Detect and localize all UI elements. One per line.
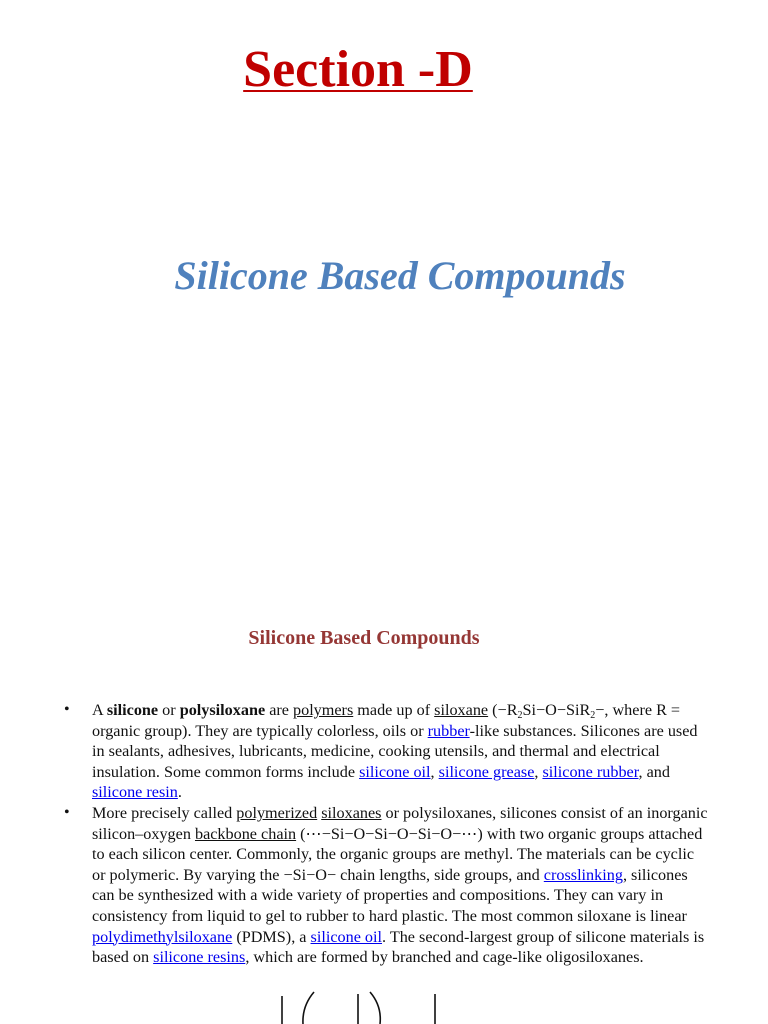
underlined-polymers: polymers bbox=[293, 701, 354, 719]
text: (⋯−Si−O−Si−O−Si−O−⋯) with two organic groups attached to each silicon center. Commonly, the organic groups are methyl. The materials can be cyclic or polymeric. By varying the −Si−O− chain lengths, side groups, and bbox=[92, 824, 703, 884]
bullet-item-silicone-definition bbox=[60, 700, 710, 803]
main-title: Silicone Based Compounds bbox=[174, 253, 626, 298]
text: , and bbox=[638, 762, 670, 781]
link-silicone-resins[interactable]: silicone resins bbox=[153, 948, 246, 967]
text: , which are formed by branched and cage-like oligosiloxanes. bbox=[245, 948, 644, 967]
text: . bbox=[177, 783, 182, 802]
link-silicone-oil-2[interactable]: silicone oil bbox=[310, 927, 383, 946]
subscript: 2 bbox=[590, 710, 596, 721]
text: , silicones can be synthesized with a wide variety of properties and compositions. They can vary in consistency from liquid to gel to rubber to hard plastic. The most common siloxane is linear bbox=[92, 865, 688, 925]
term-silicone: silicone bbox=[106, 701, 159, 719]
text: −, where R = organic group). They are typically colorless, oils or bbox=[92, 701, 681, 740]
underlined-siloxanes: siloxanes bbox=[321, 803, 382, 822]
bullet-dot: • bbox=[64, 803, 70, 821]
underlined-siloxane: siloxane bbox=[434, 701, 489, 719]
link-polydimethylsiloxane[interactable]: polydimethylsiloxane bbox=[92, 927, 233, 946]
bullet-item-siloxane-structure bbox=[60, 803, 710, 968]
link-silicone-rubber[interactable]: silicone rubber bbox=[542, 762, 639, 781]
text: or bbox=[158, 701, 180, 719]
siloxane-structure-diagram-fragment bbox=[270, 988, 450, 1024]
text: More precisely called bbox=[92, 803, 237, 822]
underlined-polymerized: polymerized bbox=[236, 803, 318, 822]
text: Si−O−SiR bbox=[522, 701, 591, 719]
bullet-list bbox=[60, 700, 710, 968]
text: or polysiloxanes, silicones consist of an inorganic silicon–oxygen bbox=[92, 803, 708, 843]
link-silicone-grease[interactable]: silicone grease bbox=[438, 762, 535, 781]
section-title: Section -D bbox=[243, 41, 473, 98]
bullet-dot: • bbox=[64, 701, 70, 718]
link-silicone-resin[interactable]: silicone resin bbox=[92, 783, 178, 802]
link-crosslinking[interactable]: crosslinking bbox=[543, 865, 623, 884]
bond-curve bbox=[370, 992, 380, 1024]
text: , bbox=[430, 762, 439, 781]
text: . The second-largest group of silicone materials is based on bbox=[92, 927, 705, 967]
text: (−R bbox=[488, 701, 518, 719]
link-silicone-oil[interactable]: silicone oil bbox=[359, 762, 431, 781]
sub-title: Silicone Based Compounds bbox=[248, 627, 480, 649]
term-polysiloxane: polysiloxane bbox=[179, 701, 266, 719]
text: made up of bbox=[353, 701, 435, 719]
underlined-backbone-chain: backbone chain bbox=[194, 824, 297, 843]
bond-curve bbox=[303, 992, 314, 1024]
subscript: 2 bbox=[517, 710, 523, 721]
text: A bbox=[92, 701, 107, 719]
text: (PDMS), a bbox=[232, 927, 311, 946]
link-rubber[interactable]: rubber bbox=[427, 721, 470, 740]
text: are bbox=[265, 701, 293, 719]
text: -like substances. Silicones are used in sealants, adhesives, lubricants, medicine, cooking utensils, and thermal and electrical insulation. Some common forms include bbox=[92, 721, 698, 781]
text: , bbox=[534, 762, 543, 781]
